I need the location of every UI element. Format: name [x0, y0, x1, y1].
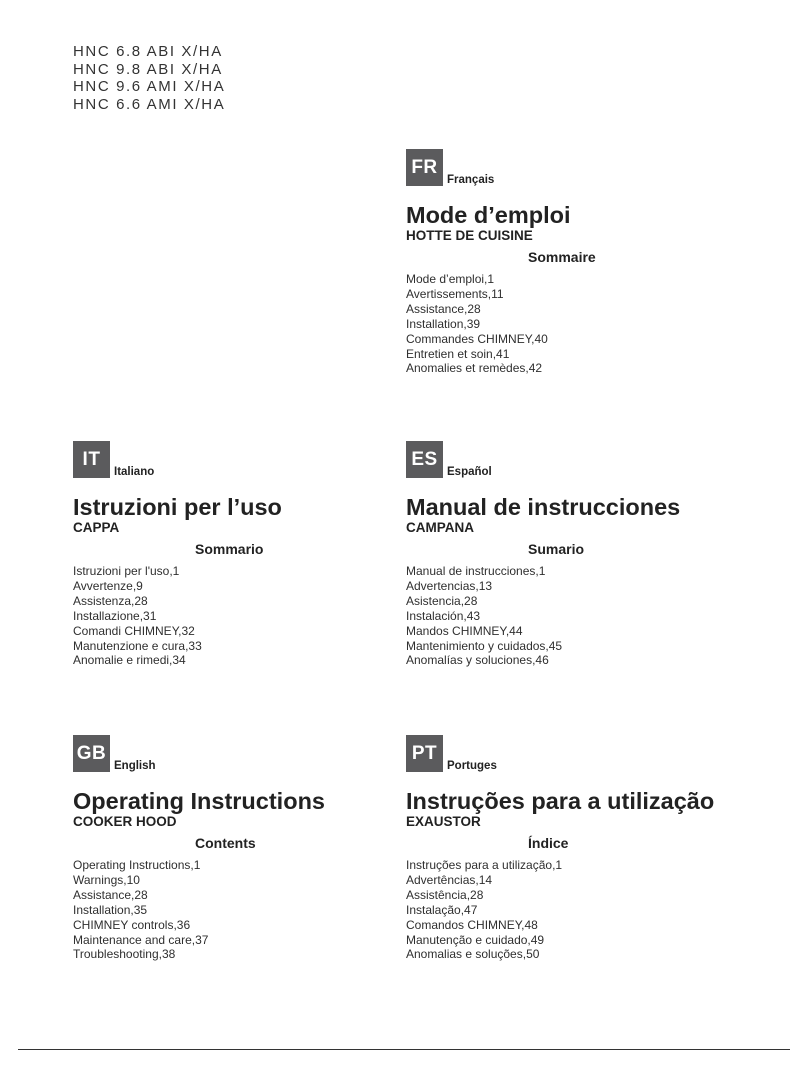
product-subtitle: HOTTE DE CUISINE [406, 228, 533, 243]
toc-entry: Advertências,14 [406, 872, 493, 887]
toc-heading: Contents [195, 835, 256, 851]
toc-entry: Istruzioni per l'uso,1 [73, 564, 180, 578]
toc-entry: CHIMNEY controls,36 [73, 917, 191, 932]
toc-entry: Warnings,10 [73, 872, 140, 887]
toc-entry: Mandos CHIMNEY,44 [406, 623, 523, 638]
toc-heading: Índice [528, 835, 569, 851]
toc-entry: Maintenance and care,37 [73, 932, 209, 947]
toc-entry: Avvertenze,9 [73, 578, 143, 593]
language-name: English [114, 760, 156, 772]
toc-list [406, 858, 736, 962]
toc-entry: Commandes CHIMNEY,40 [406, 331, 548, 346]
toc-entry: Instalación,43 [406, 608, 481, 623]
manual-title: Istruzioni per l’uso [73, 494, 282, 520]
language-name: Français [447, 174, 495, 186]
toc-entry: Mode d’emploi,1 [406, 272, 495, 286]
toc-entry: Installation,35 [73, 902, 148, 917]
toc-entry: Advertencias,13 [406, 578, 493, 593]
language-badge: ES [406, 441, 443, 478]
model-name: HNC 6.8 ABI X/HA [73, 43, 223, 60]
section-italian [73, 440, 403, 668]
toc-entry: Assistenza,28 [73, 593, 148, 608]
toc-entry: Installazione,31 [73, 608, 157, 623]
toc-entry: Manual de instrucciones,1 [406, 564, 546, 578]
language-badge: IT [73, 441, 110, 478]
manual-title: Operating Instructions [73, 788, 325, 814]
language-name: Portuges [447, 760, 497, 772]
toc-entry: Troubleshooting,38 [73, 947, 176, 962]
toc-entry: Comandi CHIMNEY,32 [73, 623, 195, 638]
language-badge: PT [406, 735, 443, 772]
model-name: HNC 9.8 ABI X/HA [73, 60, 223, 78]
model-list [73, 43, 225, 113]
toc-entry: Anomalías y soluciones,46 [406, 653, 549, 668]
language-header [406, 440, 736, 478]
toc-entry: Entretien et soin,41 [406, 346, 510, 361]
toc-entry: Asistencia,28 [406, 593, 478, 608]
toc-entry: Operating Instructions,1 [73, 858, 201, 872]
footer-divider [18, 1049, 790, 1050]
language-header [73, 440, 403, 478]
language-name: Italiano [114, 466, 155, 478]
toc-entry: Comandos CHIMNEY,48 [406, 917, 538, 932]
toc-entry: Assistência,28 [406, 887, 484, 902]
toc-entry: Instalação,47 [406, 902, 478, 917]
toc-heading: Sommario [195, 541, 264, 557]
toc-entry: Mantenimiento y cuidados,45 [406, 638, 563, 653]
language-header [406, 148, 736, 186]
section-portuguese [406, 734, 736, 962]
manual-title: Instruções para a utilização [406, 788, 715, 814]
toc-list [73, 564, 403, 668]
model-name: HNC 6.6 AMI X/HA [73, 95, 226, 113]
toc-entry: Avertissements,11 [406, 286, 504, 301]
toc-heading: Sumario [528, 541, 585, 557]
manual-title: Manual de instrucciones [406, 494, 681, 520]
toc-list [73, 858, 403, 962]
toc-heading: Sommaire [528, 249, 596, 265]
language-header [406, 734, 736, 772]
toc-entry: Installation,39 [406, 316, 481, 331]
toc-entry: Assistance,28 [406, 301, 481, 316]
language-header [73, 734, 403, 772]
toc-entry: Anomalies et remèdes,42 [406, 361, 543, 376]
section-french [406, 148, 736, 376]
toc-list [406, 564, 736, 668]
toc-entry: Manutenzione e cura,33 [73, 638, 202, 653]
language-badge: GB [73, 735, 110, 772]
product-subtitle: CAPPA [73, 520, 120, 535]
product-subtitle: EXAUSTOR [406, 814, 481, 829]
section-spanish [406, 440, 736, 668]
model-name: HNC 9.6 AMI X/HA [73, 78, 226, 95]
section-english [73, 734, 403, 962]
language-name: Español [447, 466, 492, 478]
toc-entry: Anomalias e soluções,50 [406, 947, 540, 962]
manual-title: Mode d’emploi [406, 202, 571, 228]
toc-entry: Assistance,28 [73, 887, 148, 902]
language-badge: FR [406, 149, 443, 186]
product-subtitle: COOKER HOOD [73, 814, 177, 829]
product-subtitle: CAMPANA [406, 520, 474, 535]
toc-entry: Instruções para a utilização,1 [406, 858, 563, 872]
toc-list [406, 272, 736, 376]
toc-entry: Anomalie e rimedi,34 [73, 653, 186, 668]
toc-entry: Manutenção e cuidado,49 [406, 932, 545, 947]
